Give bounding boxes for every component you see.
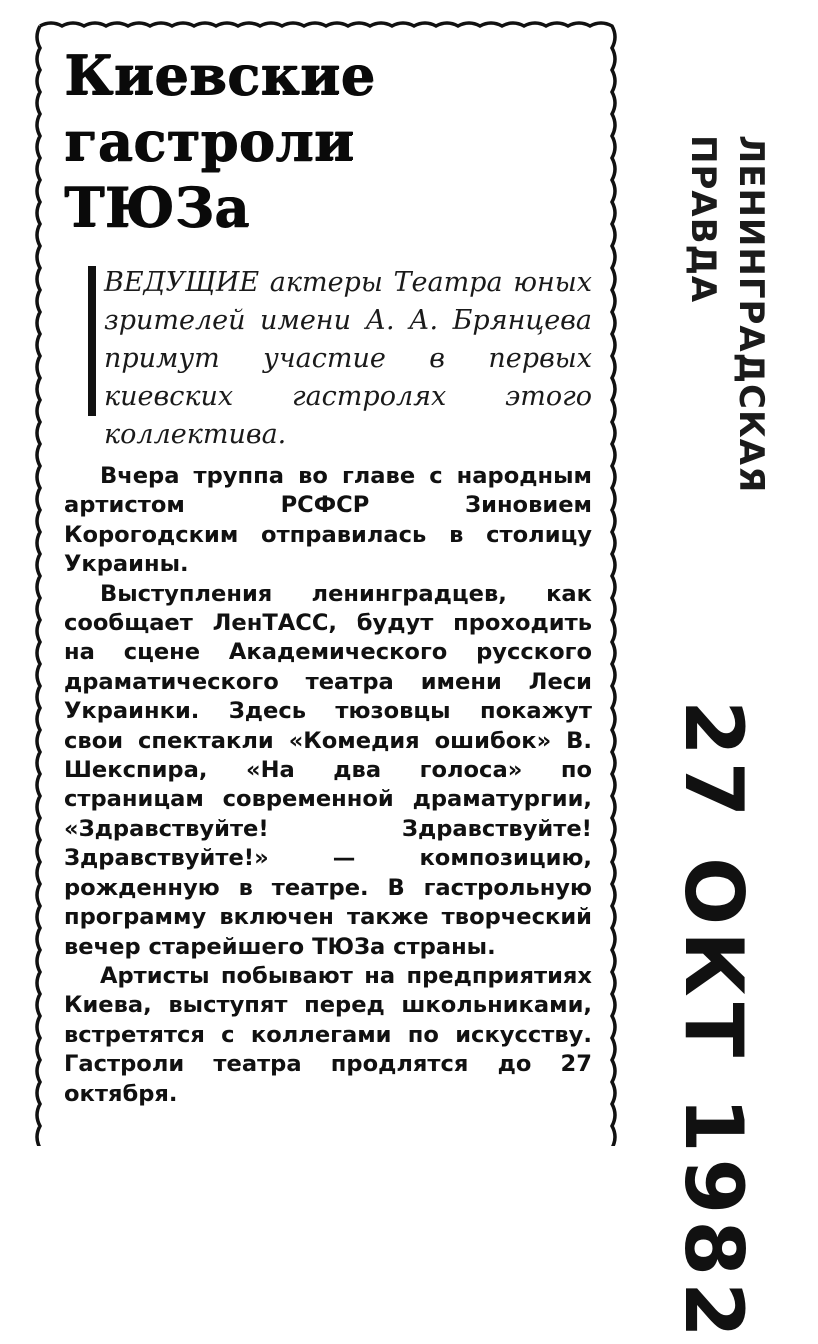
date-stamp (640, 700, 770, 1344)
lead-block (64, 264, 592, 454)
stamp-line-2: ПРАВДА (683, 135, 723, 304)
lead-paragraph: ВЕДУЩИЕ актеры Театра юных зрителей имени А. А. Брянцева примут участие в первых киевских гастролях этого коллектива. (104, 267, 592, 450)
headline-line-2: гастроли (64, 109, 355, 173)
article-headline (64, 44, 592, 242)
stamp-line-1: ЛЕНИНГРАДСКАЯ (731, 135, 771, 494)
newspaper-article (64, 44, 592, 1109)
lead-bar (88, 266, 96, 416)
body-paragraph-2: Выступления ленинградцев, как сообщает ЛенТАСС, будут проходить на сцене Академического русского драматического театра имени Леси Украинки. Здесь тюзовцы покажут свои спектакли «Комедия ошибок» В. Шекспира, «На два голоса» по страницам современной драматургии, «Здравствуйте! Здравствуйте! Здравствуйте!» — композицию, рожденную в театре. В гастрольную программу включен также творческий вечер старейшего ТЮЗа страны. (64, 580, 592, 960)
headline-line-1: Киевские (64, 43, 376, 107)
body-paragraph-1: Вчера труппа во главе с народным артистом РСФСР Зиновием Корогодским отправилась в столицу Украины. (64, 463, 592, 578)
body-paragraph-3: Артисты побывают на предприятиях Киева, выступят перед школьниками, встретятся с коллегами по искусству. Гастроли театра продлятся до 27 октября. (64, 962, 592, 1107)
newspaper-name-stamp (655, 135, 775, 615)
headline-line-3: ТЮЗа (64, 175, 250, 239)
date-stamp-text: 27 ОКТ 1982 (667, 700, 760, 1344)
article-body (64, 462, 592, 1109)
